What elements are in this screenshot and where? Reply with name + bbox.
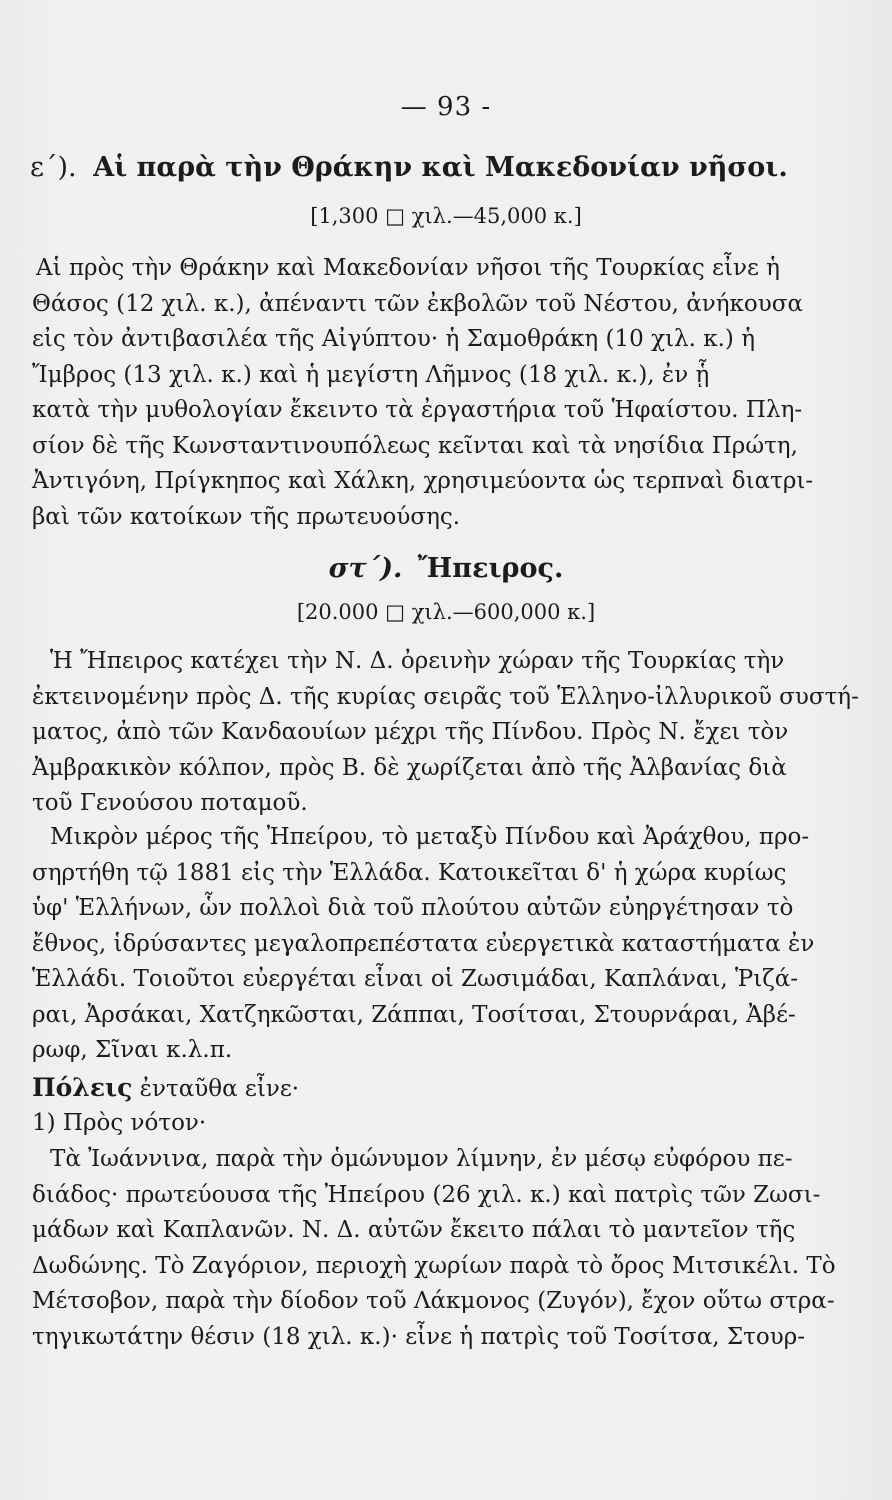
- section-st-paragraph-2: [32, 820, 815, 1069]
- text-line: ρωφ, Σῖναι κ.λ.π.: [32, 1037, 233, 1063]
- text-line: Μικρὸν μέρος τῆς Ἠπείρου, τὸ μεταξὺ Πίνδου καὶ Ἀράχθου, προ-: [50, 824, 810, 850]
- section-st-heading: [0, 553, 892, 584]
- text-line: ὑφ' Ἑλλήνων, ὧν πολλοὶ διὰ τοῦ πλούτου αὐτῶν εὐηργέτησαν τὸ: [32, 895, 794, 921]
- text-line: τηγικωτάτην θέσιν (18 χιλ. κ.)· εἶνε ἡ πατρὶς τοῦ Τοσίτσα, Στουρ-: [32, 1323, 806, 1350]
- section-e-heading: [30, 152, 790, 183]
- text-line: ἐκτεινομένην πρὸς Δ. τῆς κυρίας σειρᾶς τοῦ Ἑλληνο-ἰλλυρικοῦ συστή-: [32, 683, 859, 710]
- text-line: ματος, ἀπὸ τῶν Κανδαουίων μέχρι τῆς Πίνδου. Πρὸς Ν. ἔχει τὸν: [32, 719, 789, 745]
- text-line: ραι, Ἀρσάκαι, Χατζηκῶσται, Ζάππαι, Τοσίτσαι, Στουρνάραι, Ἀβέ-: [32, 1001, 796, 1028]
- text-line: κατὰ τὴν μυθολογίαν ἔκειντο τὰ ἐργαστήρια τοῦ Ἡφαίστου. Πλη-: [32, 397, 803, 423]
- page-number: — 93 -: [400, 92, 492, 122]
- text-line: Ἴμβρος (13 χιλ. κ.) καὶ ἡ μεγίστη Λῆμνος (18 χιλ. κ.), ἐν ᾗ: [32, 361, 710, 388]
- text-line: Ἀντιγόνη, Πρίγκηπος καὶ Χάλκη, χρησιμεύοντα ὡς τερπναὶ διατρι-: [32, 468, 814, 494]
- cities-label: Πόλεις: [32, 1073, 133, 1102]
- text-line: Μέτσοβον, παρὰ τὴν δίοδον τοῦ Λάκμονος (Ζυγόν), ἔχον οὕτω στρα-: [32, 1288, 835, 1314]
- text-line: σίον δὲ τῆς Κωνσταντινουπόλεως κεῖνται καὶ τὰ νησίδια Πρώτη,: [32, 432, 798, 459]
- text-line: Ἀμβρακικὸν κόλπον, πρὸς Β. δὲ χωρίζεται ἀπὸ τῆς Ἀλβανίας διὰ: [32, 754, 787, 781]
- text-line: σηρτήθη τῷ 1881 εἰς τὴν Ἑλλάδα. Κατοικεῖται δ' ἡ χώρα κυρίως: [32, 859, 787, 886]
- text-line: Ἡ Ἤπειρος κατέχει τὴν Ν. Δ. ὀρεινὴν χώραν τῆς Τουρκίας τὴν: [50, 648, 785, 674]
- text-line: μάδων καὶ Καπλανῶν. Ν. Δ. αὐτῶν ἔκειτο πάλαι τὸ μαντεῖον τῆς: [32, 1217, 796, 1243]
- section-e-stats: [1,300 □ χιλ.—45,000 κ.]: [310, 204, 582, 228]
- section-st-marker: στ΄).: [328, 553, 403, 584]
- section-st-paragraph-1: [32, 644, 859, 822]
- section-e-marker: ε΄).: [30, 152, 77, 183]
- text-line: εἰς τὸν ἀντιβασιλέα τῆς Αἰγύπτου· ἡ Σαμοθράκη (10 χιλ. κ.) ἡ: [32, 326, 755, 352]
- cities-rest: ἐνταῦθα εἶνε·: [139, 1076, 300, 1102]
- text-line: τοῦ Γενούσου ποταμοῦ.: [32, 790, 308, 816]
- text-line: Αἱ πρὸς τὴν Θράκην καὶ Μακεδονίαν νῆσοι τῆς Τουρκίας εἶνε ἡ: [36, 255, 780, 281]
- text-line: Ἑλλάδι. Τοιοῦτοι εὐεργέται εἶναι οἱ Ζωσιμάδαι, Καπλάναι, Ῥιζά-: [32, 966, 798, 992]
- section-st-stats: [20.000 □ χιλ.—600,000 κ.]: [296, 600, 596, 624]
- section-e-paragraph: [32, 251, 814, 535]
- text-line: διάδος· πρωτεύουσα τῆς Ἠπείρου (26 χιλ. κ.) καὶ πατρὶς τῶν Ζωσι-: [32, 1181, 821, 1208]
- south-heading: 1) Πρὸς νότον·: [32, 1110, 207, 1136]
- text-line: Δωδώνης. Τὸ Ζαγόριον, περιοχὴ χωρίων παρὰ τὸ ὄρος Μιτσικέλι. Τὸ: [32, 1252, 836, 1279]
- text-line: ἔθνος, ἱδρύσαντες μεγαλοπρεπέστατα εὐεργετικὰ καταστήματα ἐν: [32, 930, 815, 957]
- section-e-title: Αἱ παρὰ τὴν Θράκην καὶ Μακεδονίαν νῆσοι.: [93, 152, 788, 183]
- text-line: βαὶ τῶν κατοίκων τῆς πρωτευούσης.: [32, 503, 461, 530]
- text-line: Θάσος (12 χιλ. κ.), ἀπέναντι τῶν ἐκβολῶν τοῦ Νέστου, ἀνήκουσα: [32, 290, 803, 317]
- cities-heading: [32, 1070, 762, 1108]
- text-line: Τὰ Ἰωάννινα, παρὰ τὴν ὁμώνυμον λίμνην, ἐν μέσῳ εὐφόρου πε-: [50, 1146, 793, 1172]
- section-st-paragraph-3: [32, 1142, 836, 1355]
- section-st-title: Ἤπειρος.: [417, 553, 564, 584]
